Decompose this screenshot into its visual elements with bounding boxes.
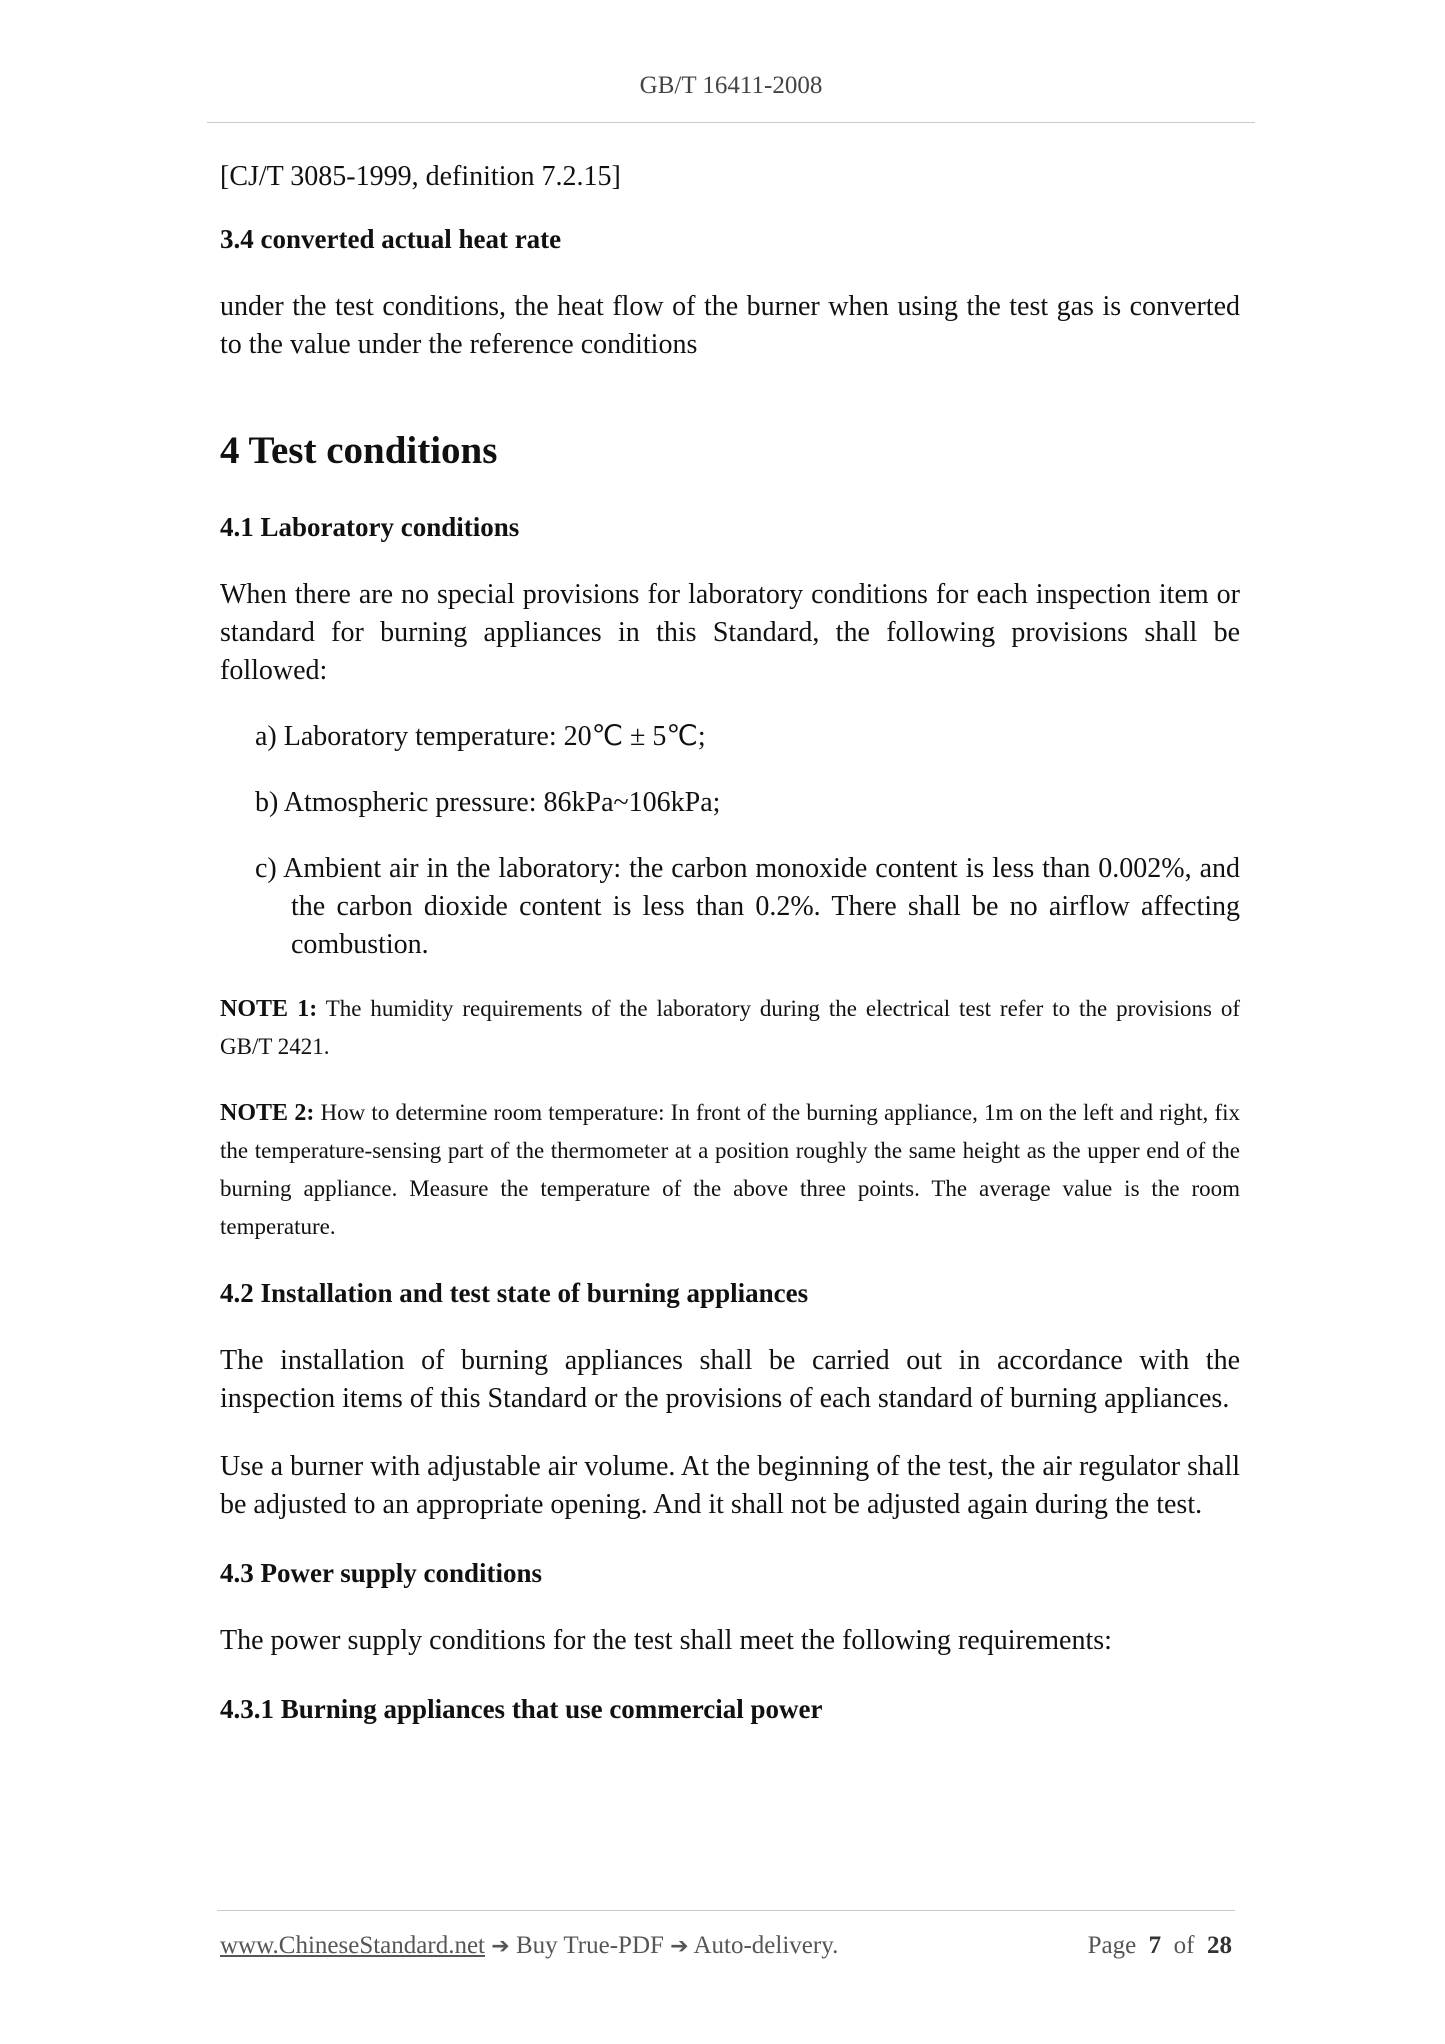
note-2 [220, 1094, 1240, 1246]
section-4-2-text-1: The installation of burning appliances shall be carried out in accordance with the inspection items of this Standard or the provisions of each standard of burning appliances. [220, 1345, 1240, 1414]
delivery-text: Auto-delivery. [693, 1932, 839, 1959]
section-4-2-heading: 4.2 Installation and test state of burning appliances [220, 1278, 809, 1308]
page-number [1088, 1932, 1232, 1960]
section-4-3-1-heading: 4.3.1 Burning appliances that use commercial power [220, 1694, 823, 1724]
section-4-heading: 4 Test conditions [220, 429, 498, 472]
of-word: of [1173, 1932, 1195, 1959]
list-item: a) Laboratory temperature: 20℃ ± 5℃; [255, 721, 706, 752]
definition-reference: [CJ/T 3085-1999, definition 7.2.15] [220, 161, 621, 192]
section-3-4-text: under the test conditions, the heat flow of the burner when using the test gas is converted to the value under the reference conditions [220, 291, 1240, 360]
arrow-right-icon: ➔ [491, 1934, 510, 1959]
note-2-label: NOTE 2: [220, 1100, 315, 1126]
standard-number: GB/T 16411-2008 [639, 72, 823, 99]
footer-divider [217, 1910, 1235, 1911]
arrow-right-icon: ➔ [670, 1934, 689, 1959]
footer-promo [220, 1932, 838, 1960]
page-current: 7 [1148, 1932, 1162, 1959]
page-header [207, 72, 1255, 100]
page-word: Page [1087, 1932, 1137, 1959]
section-4-2-text-2: Use a burner with adjustable air volume. At the beginning of the test, the air regulator shall be adjusted to an appropriate opening. And it shall not be adjusted again during the test. [220, 1451, 1240, 1520]
lab-conditions-list [220, 718, 1240, 964]
note-1-label: NOTE 1: [220, 996, 318, 1022]
site-link[interactable]: www.ChineseStandard.net [220, 1932, 485, 1959]
note-1-text: The humidity requirements of the laboratory during the electrical test refer to the provisions of GB/T 2421. [220, 996, 1240, 1059]
list-item: c) Ambient air in the laboratory: the carbon monoxide content is less than 0.002%, and the carbon dioxide content is less than 0.2%. There shall be no airflow affecting combustion. [255, 853, 1240, 960]
section-4-3-heading: 4.3 Power supply conditions [220, 1558, 543, 1588]
note-2-text: How to determine room temperature: In front of the burning appliance, 1m on the left and right, fix the temperature-sensing part of the thermometer at a position roughly the same height as the upper end of the burning appliance. Measure the temperature of the above three points. The average value is the room temperature. [220, 1100, 1240, 1239]
document-body [220, 150, 1240, 1728]
page-total: 28 [1207, 1932, 1232, 1959]
section-4-3-text: The power supply conditions for the test shall meet the following requirements: [220, 1625, 1112, 1656]
buy-text: Buy True-PDF [515, 1932, 664, 1959]
header-divider [207, 122, 1255, 123]
section-3-4-heading: 3.4 converted actual heat rate [220, 224, 562, 254]
list-item: b) Atmospheric pressure: 86kPa~106kPa; [255, 787, 721, 818]
note-1 [220, 990, 1240, 1066]
section-4-1-intro: When there are no special provisions for laboratory conditions for each inspection item or standard for burning appliances in this Standard, the following provisions shall be followed: [220, 579, 1240, 686]
section-4-1-heading: 4.1 Laboratory conditions [220, 512, 520, 542]
